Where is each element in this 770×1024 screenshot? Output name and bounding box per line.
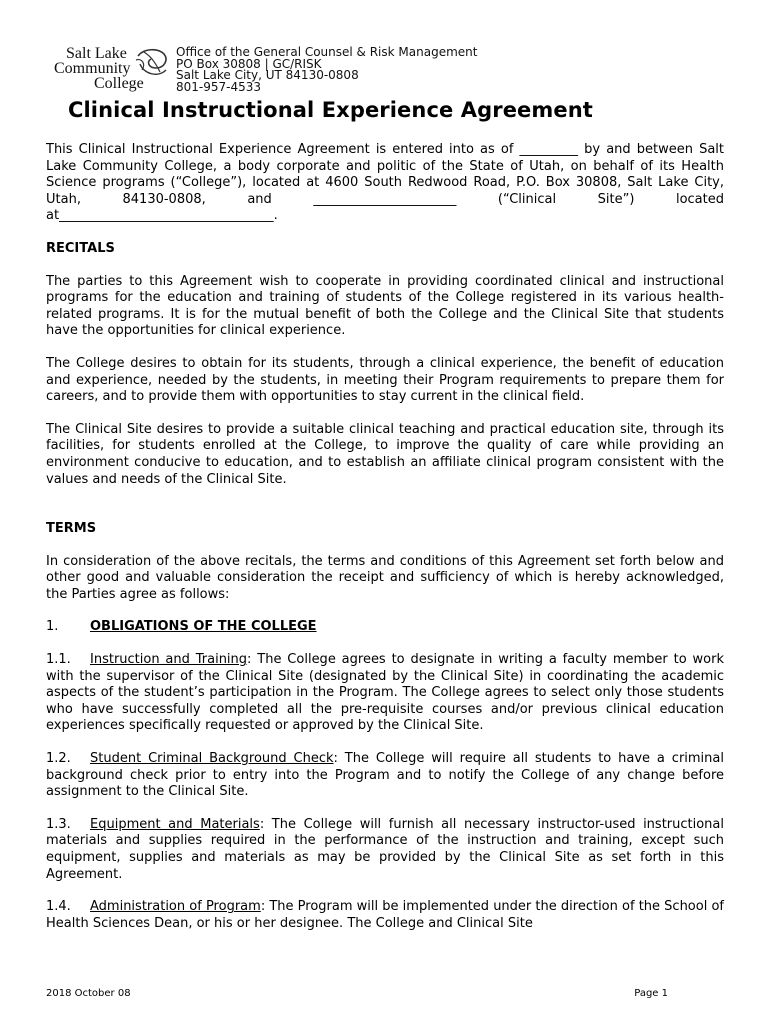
clause-text: : The College will furnish all necessary instructor-used instructional materials and supplies required in the performance of the instruction and training, except such equipment, supplies and materials as may be provided by the Clinical Site as set forth in this Agreement. bbox=[46, 816, 724, 882]
terms-intro: In consideration of the above recitals, the terms and conditions of this Agreement set forth below and other good and valuable consideration the receipt and sufficiency of which is hereby acknowledged, the Parties agree as follows: bbox=[46, 553, 724, 602]
clause-text: : The College agrees to designate in writing a faculty member to work with the supervisor of the Clinical Site (designated by the Clinical Site) in coordinating the academic aspects of the student’s participation in the Program. The College agrees to select only those students who have successfully completed all the pre-requisite courses and/or previous clinical education experiences specifically requested or approved by the Clinical Site. bbox=[46, 652, 724, 734]
clause-number: 1.1. bbox=[46, 652, 71, 668]
clause-number: 1.3. bbox=[46, 816, 71, 832]
office-address-block bbox=[176, 47, 477, 93]
clause-1-4 bbox=[46, 899, 724, 932]
section-1-number: 1. bbox=[46, 619, 59, 635]
recitals-paragraph-3: The Clinical Site desires to provide a suitable clinical teaching and practical education site, through its facilities, for students enrolled at the College, to improve the quality of care while providing an environment conducive to education, and to establish an affiliate clinical program consistent with the values and needs of the Clinical Site. bbox=[46, 421, 724, 487]
clause-number: 1.2. bbox=[46, 751, 71, 767]
intro-paragraph: This Clinical Instructional Experience Agreement is entered into as of _________ by and between Salt Lake Community College, a body corporate and politic of the State of Utah, on behalf of its Health Science programs (“College”), located at 4600 South Redwood Road, P.O. Box 30808, Salt Lake City, Utah, 84130-0808, and ______________________ (“Clinical Site”) located at_________________________________. bbox=[46, 142, 724, 224]
office-phone: 801-957-4533 bbox=[176, 79, 262, 94]
document-title: Clinical Instructional Experience Agreement bbox=[68, 98, 593, 122]
office-city: Salt Lake City, UT 84130-0808 bbox=[176, 68, 359, 82]
college-logo bbox=[54, 46, 172, 94]
clause-1-1 bbox=[46, 652, 724, 735]
office-name: Office of the General Counsel & Risk Management bbox=[176, 45, 478, 59]
footer-page-number: Page 1 bbox=[634, 988, 668, 999]
section-1-title: OBLIGATIONS OF THE COLLEGE bbox=[90, 619, 317, 635]
section-1-heading bbox=[46, 619, 724, 636]
clause-1-3 bbox=[46, 817, 724, 883]
logo-swirl-icon bbox=[134, 46, 170, 80]
recitals-heading: RECITALS bbox=[46, 240, 115, 256]
logo-line-1: Salt Lake bbox=[66, 45, 127, 62]
clause-title: Instruction and Training bbox=[90, 652, 248, 668]
footer-date: 2018 October 08 bbox=[46, 988, 131, 999]
office-po-box: PO Box 30808 | GC/RISK bbox=[176, 56, 322, 71]
clause-title: Equipment and Materials bbox=[90, 816, 260, 832]
logo-line-2: Community bbox=[54, 60, 131, 77]
clause-text: : The College will require all students to have a criminal background check prior to entry into the Program and to notify the College of any change before assignment to the Clinical Site. bbox=[46, 751, 724, 800]
terms-heading: TERMS bbox=[46, 521, 97, 537]
document-body bbox=[46, 142, 724, 932]
clause-title: Administration of Program bbox=[90, 899, 261, 915]
recitals-paragraph-2: The College desires to obtain for its students, through a clinical experience, the benefit of education and experience, needed by the students, in meeting their Program requirements to prepare them for careers, and to provide them with opportunities to stay current in the clinical field. bbox=[46, 355, 724, 405]
recitals-paragraph-1: The parties to this Agreement wish to cooperate in providing coordinated clinical and instructional programs for the education and training of students of the College registered in its various health-related programs. It is for the mutual benefit of both the College and the Clinical Site that students have the opportunities for clinical experience. bbox=[46, 273, 724, 339]
clause-number: 1.4. bbox=[46, 899, 71, 915]
clause-text: : The Program will be implemented under the direction of the School of Health Sciences Dean, or his or her designee. The College and Clinical Site bbox=[46, 899, 725, 931]
clause-1-2 bbox=[46, 751, 724, 801]
logo-line-3: College bbox=[94, 75, 144, 92]
clause-title: Student Criminal Background Check bbox=[90, 751, 334, 767]
